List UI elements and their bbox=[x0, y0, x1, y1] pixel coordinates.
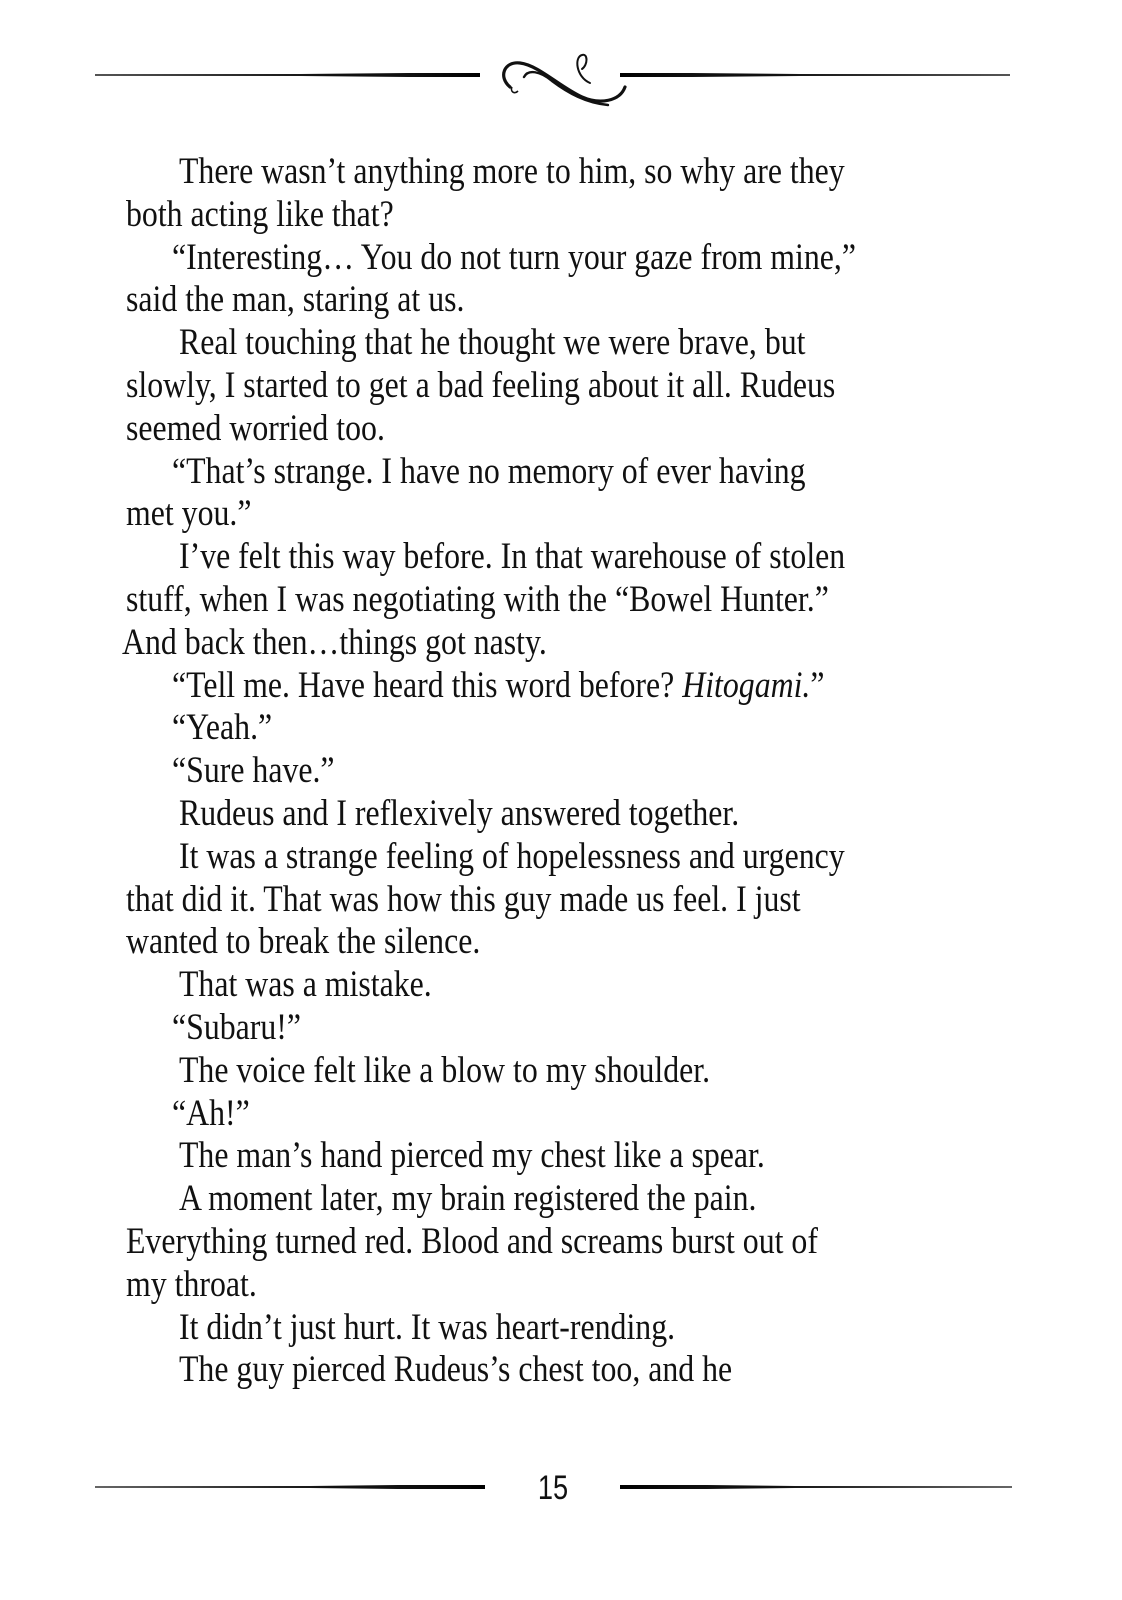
text-line bbox=[122, 623, 547, 663]
text-line bbox=[179, 794, 739, 834]
line-text: said the man, staring at us. bbox=[126, 279, 465, 321]
text-line bbox=[172, 666, 825, 706]
line-text: A moment later, my brain registered the pain. bbox=[179, 1178, 757, 1220]
text-line bbox=[172, 1094, 250, 1134]
line-text: both acting like that? bbox=[126, 193, 394, 235]
line-text: The man’s hand pierced my chest like a spear. bbox=[179, 1135, 765, 1177]
line-text: I’ve felt this way before. In that warehouse of stolen bbox=[179, 536, 846, 578]
closing-quote: ” bbox=[810, 664, 825, 706]
line-text: my throat. bbox=[126, 1263, 257, 1305]
line-text: met you.” bbox=[126, 493, 252, 535]
text-line bbox=[179, 1051, 710, 1091]
text-line bbox=[126, 409, 385, 449]
line-text: “Subaru!” bbox=[172, 1007, 301, 1048]
line-text: “That’s strange. I have no memory of ever having bbox=[172, 450, 806, 492]
line-text: It was a strange feeling of hopelessness and urgency bbox=[179, 835, 845, 877]
text-line bbox=[179, 1350, 732, 1390]
text-line bbox=[179, 837, 845, 877]
text-line bbox=[126, 1265, 257, 1305]
line-text: “Yeah.” bbox=[172, 707, 273, 749]
text-line bbox=[172, 238, 856, 278]
line-text: “Tell me. Have heard this word before? bbox=[172, 664, 683, 706]
page-number: 15 bbox=[537, 1469, 569, 1507]
line-text: And back then…things got nasty. bbox=[122, 621, 547, 663]
text-line bbox=[126, 580, 829, 620]
text-line bbox=[126, 366, 835, 406]
line-text: “Interesting… You do not turn your gaze from mine,” bbox=[172, 236, 856, 278]
text-line bbox=[172, 452, 806, 492]
text-line bbox=[172, 708, 272, 748]
line-text: slowly, I started to get a bad feeling about it all. Rudeus bbox=[126, 365, 836, 406]
header-rule-left-thick bbox=[300, 73, 480, 77]
line-text: that did it. That was how this guy made us feel. I just bbox=[126, 878, 801, 920]
line-text: stuff, when I was negotiating with the “Bowel Hunter.” bbox=[126, 579, 829, 620]
text-line bbox=[179, 152, 845, 192]
footer-rule-left-thick bbox=[310, 1485, 485, 1489]
line-text: The guy pierced Rudeus’s chest too, and he bbox=[179, 1349, 733, 1391]
text-line bbox=[179, 1308, 675, 1348]
text-line bbox=[179, 965, 432, 1005]
footer-rule-right-thick bbox=[620, 1485, 795, 1489]
flourish-ornament-icon bbox=[490, 47, 650, 107]
text-line bbox=[172, 1008, 301, 1048]
text-line bbox=[179, 1179, 757, 1219]
text-line bbox=[126, 922, 480, 962]
text-line bbox=[179, 1136, 765, 1176]
text-line bbox=[126, 1222, 818, 1262]
line-text: Everything turned red. Blood and screams burst out of bbox=[126, 1221, 818, 1262]
text-line bbox=[126, 195, 394, 235]
line-text: wanted to break the silence. bbox=[126, 921, 481, 963]
line-text: “Ah!” bbox=[172, 1092, 250, 1134]
text-line bbox=[179, 323, 805, 363]
text-line bbox=[126, 880, 801, 920]
italic-word: Hitogami. bbox=[682, 664, 811, 706]
line-text: It didn’t just hurt. It was heart-rending. bbox=[179, 1306, 676, 1348]
line-text: “Sure have.” bbox=[172, 750, 335, 792]
text-line bbox=[179, 537, 845, 577]
line-text: Rudeus and I reflexively answered together. bbox=[179, 793, 740, 834]
line-text: Real touching that he thought we were brave, but bbox=[179, 322, 806, 364]
line-text: There wasn’t anything more to him, so why are they bbox=[179, 151, 845, 192]
text-line bbox=[172, 751, 335, 791]
line-text: That was a mistake. bbox=[179, 964, 432, 1006]
line-text: The voice felt like a blow to my shoulder. bbox=[179, 1049, 711, 1091]
text-line bbox=[126, 494, 251, 534]
text-line bbox=[126, 280, 464, 320]
line-text: seemed worried too. bbox=[126, 407, 385, 449]
